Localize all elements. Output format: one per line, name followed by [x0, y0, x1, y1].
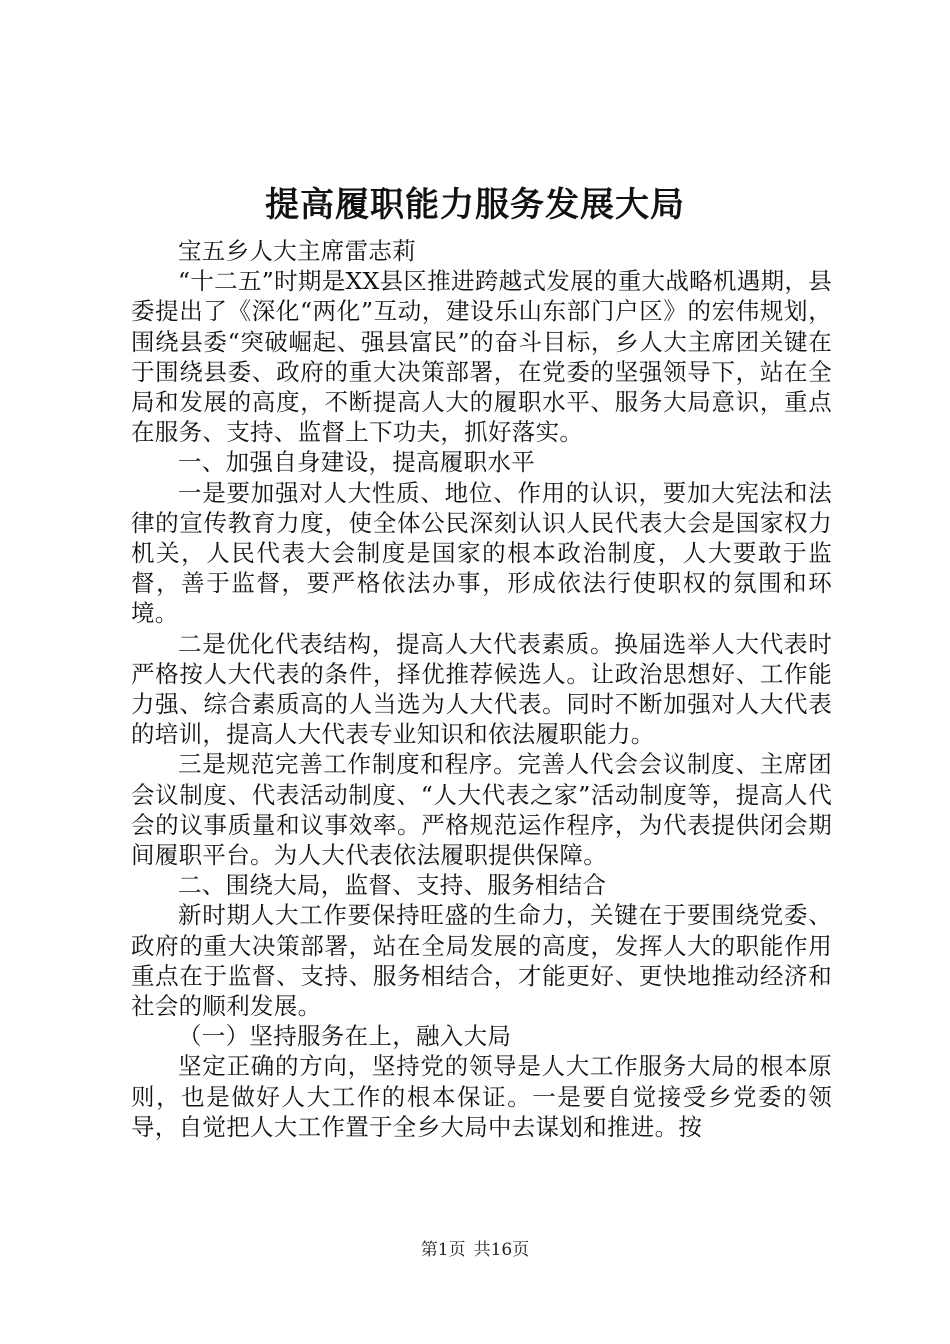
author-line: 宝五乡人大主席雷志莉: [178, 237, 416, 265]
paragraph: 二是优化代表结构，提高人大代表素质。换届选举人大代表时严格按人大代表的条件，择优推荐候选人。让政治思想好、工作能力强、综合素质高的人当选为人大代表。同时不断加强对人大代表的培训，提高人大代表专业知识和依法履职能力。: [131, 629, 832, 749]
document-title: 提高履职能力服务发展大局: [265, 185, 685, 225]
paragraph: 坚定正确的方向，坚持党的领导是人大工作服务大局的根本原则，也是做好人大工作的根本保证。一是要自觉接受乡党委的领导，自觉把人大工作置于全乡大局中去谋划和推进。按: [131, 1052, 832, 1141]
paragraph: 新时期人大工作要保持旺盛的生命力，关键在于要围绕党委、政府的重大决策部署，站在全局发展的高度，发挥人大的职能作用重点在于监督、支持、服务相结合，才能更好、更快地推动经济和社会的顺利发展。: [131, 901, 832, 1021]
section-heading: 二、围绕大局，监督、支持、服务相结合: [178, 871, 607, 900]
page-number: 第1页: [420, 1240, 466, 1260]
page-total: 共16页: [473, 1240, 530, 1260]
paragraph: 一是要加强对人大性质、地位、作用的认识，要加大宪法和法律的宣传教育力度，使全体公民深刻认识人民代表大会是国家权力机关，人民代表大会制度是国家的根本政治制度，人大要敢于监督，善于监督，要严格依法办事，形成依法行使职权的氛围和环境。: [131, 478, 832, 628]
paragraph: 三是规范完善工作制度和程序。完善人代会会议制度、主席团会议制度、代表活动制度、“人大代表之家”活动制度等，提高人代会的议事质量和议事效率。严格规范运作程序，为代表提供闭会期间履职平台。为人大代表依法履职提供保障。: [131, 750, 832, 870]
document-body: [131, 236, 832, 1142]
section-heading: 一、加强自身建设，提高履职水平: [178, 448, 535, 477]
paragraph: “十二五”时期是XX县区推进跨越式发展的重大战略机遇期，县委提出了《深化“两化”互动，建设乐山东部门户区》的宏伟规划，围绕县委“突破崛起、强县富民”的奋斗目标，乡人大主席团关键在于围绕县委、政府的重大决策部署，在党委的坚强领导下，站在全局和发展的高度，不断提高人大的履职水平、服务大局意识，重点在服务、支持、监督上下功夫，抓好落实。: [131, 267, 832, 447]
page-footer: [0, 1238, 950, 1262]
subsection-heading: （一）坚持服务在上，融入大局: [178, 1022, 512, 1051]
